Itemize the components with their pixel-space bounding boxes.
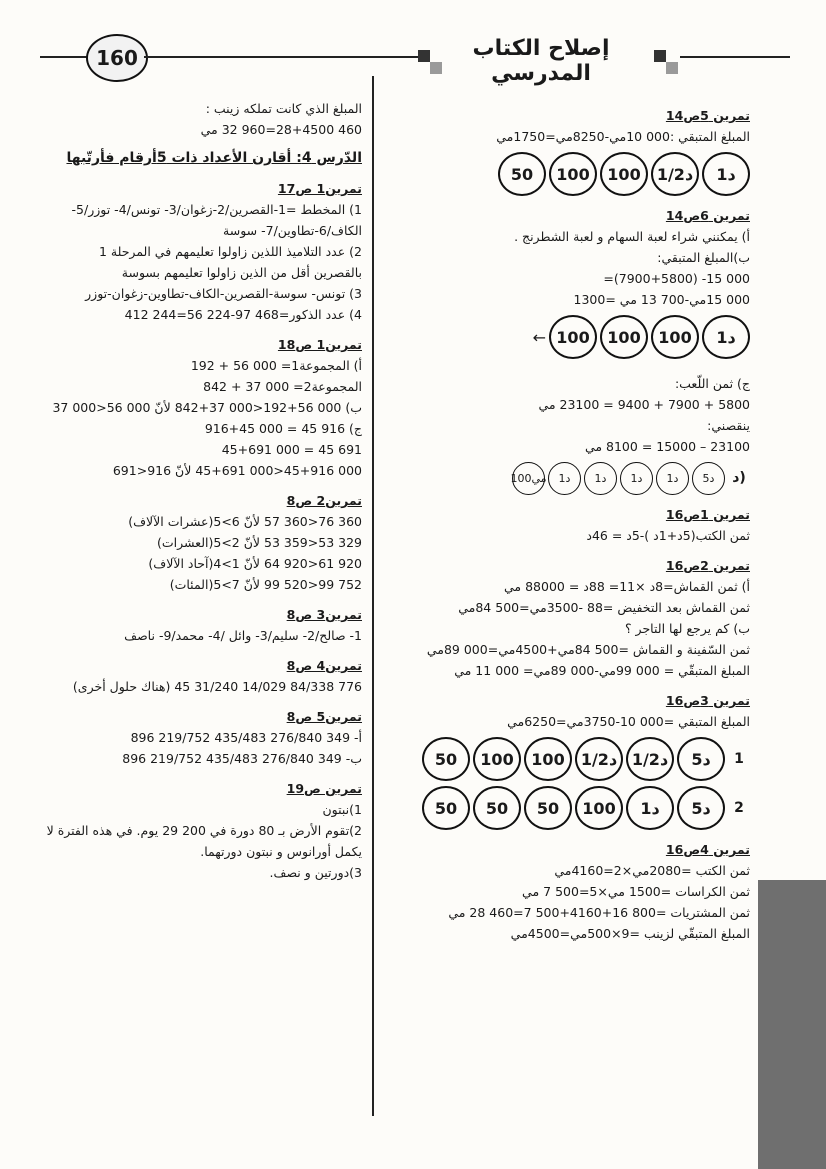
arrow-left-icon: ← bbox=[532, 327, 546, 347]
text-line: 360 76<360 57 لأنّ 6>5(عشرات الآلاف) bbox=[128, 514, 362, 529]
exercise-heading: تمرين5 ص8 bbox=[286, 709, 362, 724]
coin-icon: 1/2د bbox=[575, 737, 623, 781]
coin-icon: 100 bbox=[473, 737, 521, 781]
text-line: المبلغ المتبقّي = 000 99مي-000 89مي= 000 11 مي bbox=[454, 663, 750, 678]
text-line: 3) تونس- سوسة-القصرين-الكاف-تطاوين-زغوان-توزر bbox=[85, 286, 362, 301]
right-column bbox=[384, 96, 750, 944]
exercise-heading: تمرين2 ص8 bbox=[286, 493, 362, 508]
exercise-heading: تمرين 3ص16 bbox=[665, 693, 750, 708]
text-line: أ) ثمن القماش=8د ×11= 88د = 88000 مي bbox=[504, 579, 750, 594]
text-line: 776 84/338 14/029 31/240 45 (هناك حلول أخرى) bbox=[72, 679, 362, 694]
coin-icon: 100مي bbox=[512, 462, 545, 495]
text-line: ثمن الكراسات =1500 مي×5=500 7 مي bbox=[522, 884, 750, 899]
coin-row bbox=[384, 152, 750, 196]
text-line: 2)تقوم الأرض بـ 80 دورة في 200 29 يوم. في هذه الفترة لا bbox=[46, 823, 362, 838]
text-line: 3)دورتين و نصف. bbox=[269, 865, 362, 880]
exercise-heading: تمرين 6ص14 bbox=[665, 208, 750, 223]
coin-icon: 50 bbox=[422, 786, 470, 830]
coin-row-label: د) bbox=[732, 470, 746, 486]
text-line: 4) عدد الذكور=468 97-224 56=244 412 bbox=[124, 307, 362, 322]
header-rule-left bbox=[40, 56, 88, 58]
coin-icon: 1د bbox=[584, 462, 617, 495]
page-edge-tab bbox=[758, 880, 826, 1169]
page-number: 160 bbox=[86, 34, 148, 82]
left-column bbox=[14, 98, 362, 883]
text-line: ج) ثمن اللّعب: bbox=[674, 376, 750, 391]
coin-icon: 1د bbox=[620, 462, 653, 495]
text-line: ج) 916 45 = 000 45+916 bbox=[204, 421, 362, 436]
page-title: إصلاح الكتاب المدرسي bbox=[472, 36, 610, 86]
coin-icon: 100 bbox=[600, 315, 648, 359]
coin-icon: 100 bbox=[575, 786, 623, 830]
exercise-heading: تمرين 2ص16 bbox=[665, 558, 750, 573]
coin-icon: 50 bbox=[524, 786, 572, 830]
text-line: بالقصرين أقل من الذين زاولوا تعليمهم بسوسة bbox=[121, 265, 362, 280]
coin-row bbox=[384, 786, 750, 830]
coin-icon: 100 bbox=[549, 152, 597, 196]
coin-icon: 1د bbox=[656, 462, 689, 495]
coin-icon: 50 bbox=[473, 786, 521, 830]
coin-icon: 1/2د bbox=[651, 152, 699, 196]
exercise-heading: تمرين1 ص18 bbox=[277, 337, 362, 352]
coin-icon: 100 bbox=[549, 315, 597, 359]
exercise-heading: تمرين3 ص8 bbox=[286, 607, 362, 622]
spacer bbox=[384, 364, 750, 373]
text-line: يكمل أورانوس و نبتون دورتهما. bbox=[200, 844, 362, 859]
text-line: 000 15- (7900+5800)= bbox=[603, 271, 750, 286]
exercise-heading: تمرين ص19 bbox=[286, 781, 362, 796]
text-line: 23100 – 15000 = 8100 مي bbox=[584, 439, 750, 454]
text-line: المبلغ المتبقي =000 10-3750مي=6250مي bbox=[507, 714, 750, 729]
exercise-heading: تمرين 5ص14 bbox=[665, 108, 750, 123]
text-line: 2) عدد التلاميذ اللذين زاولوا تعليمهم في المرحلة 1 bbox=[98, 244, 362, 259]
text-line: 5800 + 7900 + 9400 = 23100 مي bbox=[538, 397, 750, 412]
text-line: 691 45 = 000 45+691 bbox=[221, 442, 362, 457]
text-line: ب- 349 276/840 435/483 219/752 896 bbox=[122, 751, 362, 766]
coin-icon: 50 bbox=[422, 737, 470, 781]
text-line: الكاف/6-تطاوين/7- سوسة bbox=[223, 223, 362, 238]
text-line: 000 45+916<000 45+691 لأنّ 916<691 bbox=[112, 463, 362, 478]
text-line: ب) كم يرجع لها التاجر ؟ bbox=[624, 621, 750, 636]
text-line: 329 53<359 53 لأنّ 2>5(العشرات) bbox=[157, 535, 362, 550]
text-line: 460 28+4500=960 32 مي bbox=[200, 122, 362, 137]
text-line: ثمن المشتريات =800 16+4160+500 7=460 28 مي bbox=[448, 905, 750, 920]
text-line: المبلغ المتبقي :000 10مي-8250مي=1750مي bbox=[496, 129, 750, 144]
text-line: المبلغ الذي كانت تملكه زينب : bbox=[205, 101, 362, 116]
text-line: 1- صالح/2- سليم/3- وائل /4- محمد/9- ناصف bbox=[124, 628, 362, 643]
text-line: أ- 349 276/840 435/483 219/752 896 bbox=[130, 730, 362, 745]
coin-row bbox=[384, 737, 750, 781]
exercise-heading: تمرين 1ص16 bbox=[665, 507, 750, 522]
coin-icon: 1د bbox=[548, 462, 581, 495]
coin-icon: 1د bbox=[626, 786, 674, 830]
text-line: ثمن السّفينة و القماش =500 84مي+4500مي=000 89مي bbox=[426, 642, 750, 657]
coin-row-label: 1 bbox=[734, 750, 744, 767]
header-square-icon bbox=[654, 50, 666, 62]
coin-icon: 5د bbox=[692, 462, 725, 495]
text-line: ب) 000 56+192<000 37+842 لأنّ 000 56<000 37 bbox=[52, 400, 362, 415]
text-line: أ) المجموعة1= 000 56 + 192 bbox=[190, 358, 362, 373]
text-line: 000 15مي-700 13 مي =1300 bbox=[573, 292, 750, 307]
coin-row bbox=[384, 315, 750, 359]
coin-icon: 100 bbox=[651, 315, 699, 359]
text-line: المجموعة2= 000 37 + 842 bbox=[203, 379, 362, 394]
exercise-heading: تمرين 4ص16 bbox=[665, 842, 750, 857]
text-line: ثمن القماش بعد التخفيض =88 -3500مي=500 84مي bbox=[458, 600, 750, 615]
text-line: 1) المخطط =1-القصرين/2-زغوان/3- تونس/4- توزر/5- bbox=[71, 202, 362, 217]
exercise-heading: تمرين4 ص8 bbox=[286, 658, 362, 673]
coin-icon: 1/2د bbox=[626, 737, 674, 781]
header-square-icon bbox=[418, 50, 430, 62]
coin-icon: 1د bbox=[702, 315, 750, 359]
text-line: ثمن الكتب(5د+1د )-5د = 46د bbox=[586, 528, 750, 543]
header-square-icon bbox=[666, 62, 678, 74]
text-line: أ) يمكنني شراء لعبة السهام و لعبة الشطرنج . bbox=[514, 229, 750, 244]
exercise-heading: تمرين1 ص17 bbox=[277, 181, 362, 196]
coin-icon: 5د bbox=[677, 786, 725, 830]
text-line: المبلغ المتبقّي لزينب =9×500مي=4500مي bbox=[510, 926, 750, 941]
coin-row bbox=[384, 462, 750, 495]
coin-icon: 1د bbox=[702, 152, 750, 196]
text-line: 920 61<920 64 لأنّ 1>4(آحاد الآلاف) bbox=[148, 556, 362, 571]
header-rule-middle bbox=[144, 56, 428, 58]
coin-icon: 5د bbox=[677, 737, 725, 781]
coin-row-label: 2 bbox=[734, 799, 744, 816]
column-divider bbox=[372, 76, 374, 1116]
text-line: 1)نبتون bbox=[322, 802, 362, 817]
text-line: 752 99<520 99 لأنّ 7>5(المئات) bbox=[169, 577, 362, 592]
coin-icon: 50 bbox=[498, 152, 546, 196]
text-line: ثمن الكتب =2080مي×2=4160مي bbox=[554, 863, 750, 878]
lesson-heading: الدّرس 4: أقارن الأعداد ذات 5أرقام فأرتّبها bbox=[66, 150, 362, 166]
coin-icon: 100 bbox=[524, 737, 572, 781]
text-line: ينقصني: bbox=[707, 418, 750, 433]
header-rule-right bbox=[680, 56, 790, 58]
coin-icon: 100 bbox=[600, 152, 648, 196]
text-line: ب)المبلغ المتبقي: bbox=[657, 250, 750, 265]
